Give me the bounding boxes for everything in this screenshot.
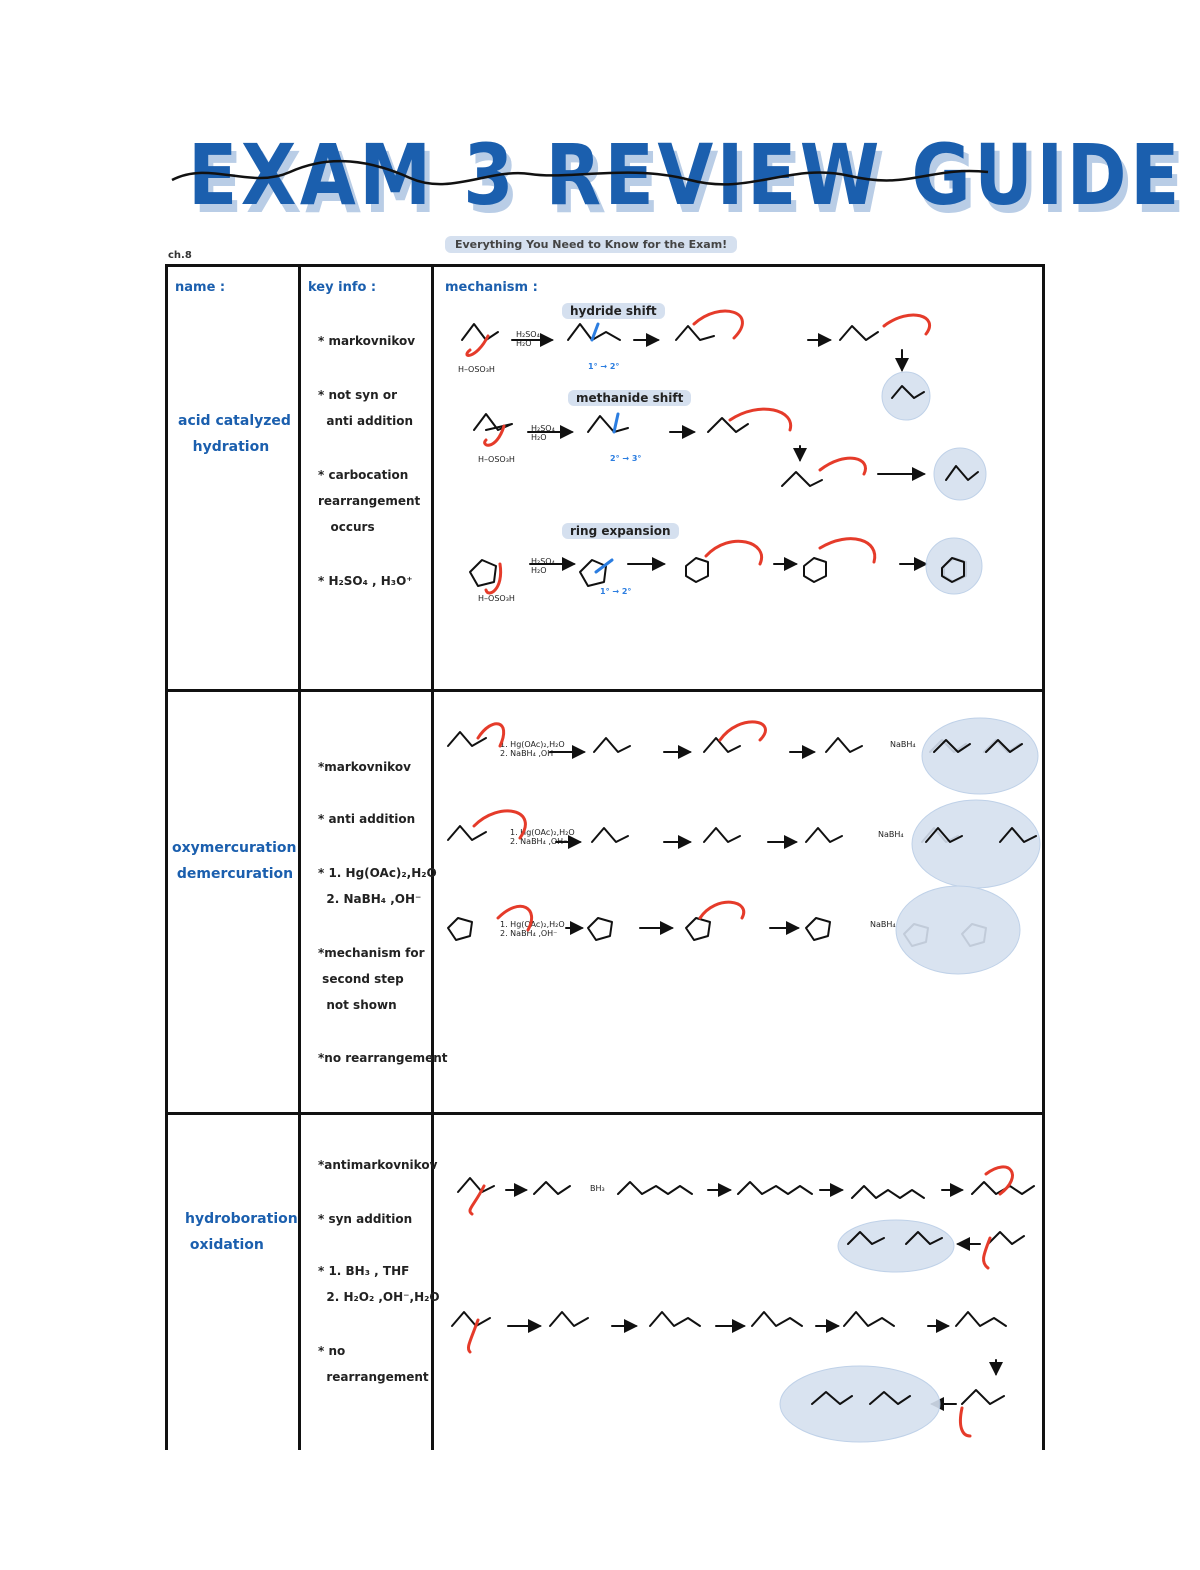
key-info-item: *no rearrangement xyxy=(318,1051,448,1065)
reagent-label: BH₃ xyxy=(590,1184,605,1193)
reagent-note: H–OSO₃H xyxy=(458,365,495,374)
key-info-item: * carbocation rearrangement occurs xyxy=(318,468,421,534)
key-info-item: * syn addition xyxy=(318,1212,413,1226)
reagent-label: 1. Hg(OAc)₂,H₂O 2. NaBH₄ ,OH⁻ xyxy=(500,920,565,938)
key-info-item: *mechanism for second step not shown xyxy=(318,946,425,1012)
key-info-item: *markovnikov xyxy=(318,760,411,774)
row-title-acid-hydration: acid catalyzed hydration xyxy=(178,413,291,455)
reagent-label: H₂SO₄ H₂O xyxy=(531,424,555,442)
key-info-item: * 1. Hg(OAc)₂,H₂O 2. NaBH₄ ,OH⁻ xyxy=(318,866,437,906)
shift-note: 1° → 2° xyxy=(600,587,632,596)
mechanism-label-methanide-shift: methanide shift xyxy=(568,390,691,406)
page-title: EXAM 3 REVIEW GUIDE xyxy=(188,126,1183,224)
subtitle: Everything You Need to Know for the Exam! xyxy=(445,236,737,253)
column-header-name: name : xyxy=(175,280,226,295)
key-info-item: *antimarkovnikov xyxy=(318,1158,438,1172)
key-info-item: * 1. BH₃ , THF 2. H₂O₂ ,OH⁻,H₂O xyxy=(318,1264,440,1304)
reagent-label: NaBH₄ xyxy=(890,740,916,749)
column-header-key-info: key info : xyxy=(308,280,377,295)
mechanism-label-ring-expansion: ring expansion xyxy=(562,523,679,539)
chapter-label: ch.8 xyxy=(168,250,192,261)
key-info-item: * markovnikov xyxy=(318,334,416,348)
row-title-oxymercuration: oxymercuration demercuration xyxy=(172,840,297,882)
shift-note: 2° → 3° xyxy=(610,454,642,463)
column-header-mechanism: mechanism : xyxy=(445,280,538,295)
key-info-item: * anti addition xyxy=(318,812,416,826)
reagent-label: H₂SO₄ H₂O xyxy=(516,330,540,348)
reagent-label: H₂SO₄ H₂O xyxy=(531,557,555,575)
reagent-label: NaBH₄ xyxy=(878,830,904,839)
key-info-item: * H₂SO₄ , H₃O⁺ xyxy=(318,574,413,588)
reagent-label: 1. Hg(OAc)₂,H₂O 2. NaBH₄ ,OH⁻ xyxy=(510,828,575,846)
mechanism-label-hydride-shift: hydride shift xyxy=(562,303,665,319)
reagent-note: H–OSO₃H xyxy=(478,455,515,464)
reagent-label: 1. Hg(OAc)₂,H₂O 2. NaBH₄ ,OH⁻ xyxy=(500,740,565,758)
shift-note: 1° → 2° xyxy=(588,362,620,371)
reagent-note: H–OSO₃H xyxy=(478,594,515,603)
reagent-label: NaBH₄ xyxy=(870,920,896,929)
row-title-hydroboration: hydroboration oxidation xyxy=(185,1211,298,1253)
key-info-item: * no rearrangement xyxy=(318,1344,429,1384)
key-info-item: * not syn or anti addition xyxy=(318,388,414,428)
